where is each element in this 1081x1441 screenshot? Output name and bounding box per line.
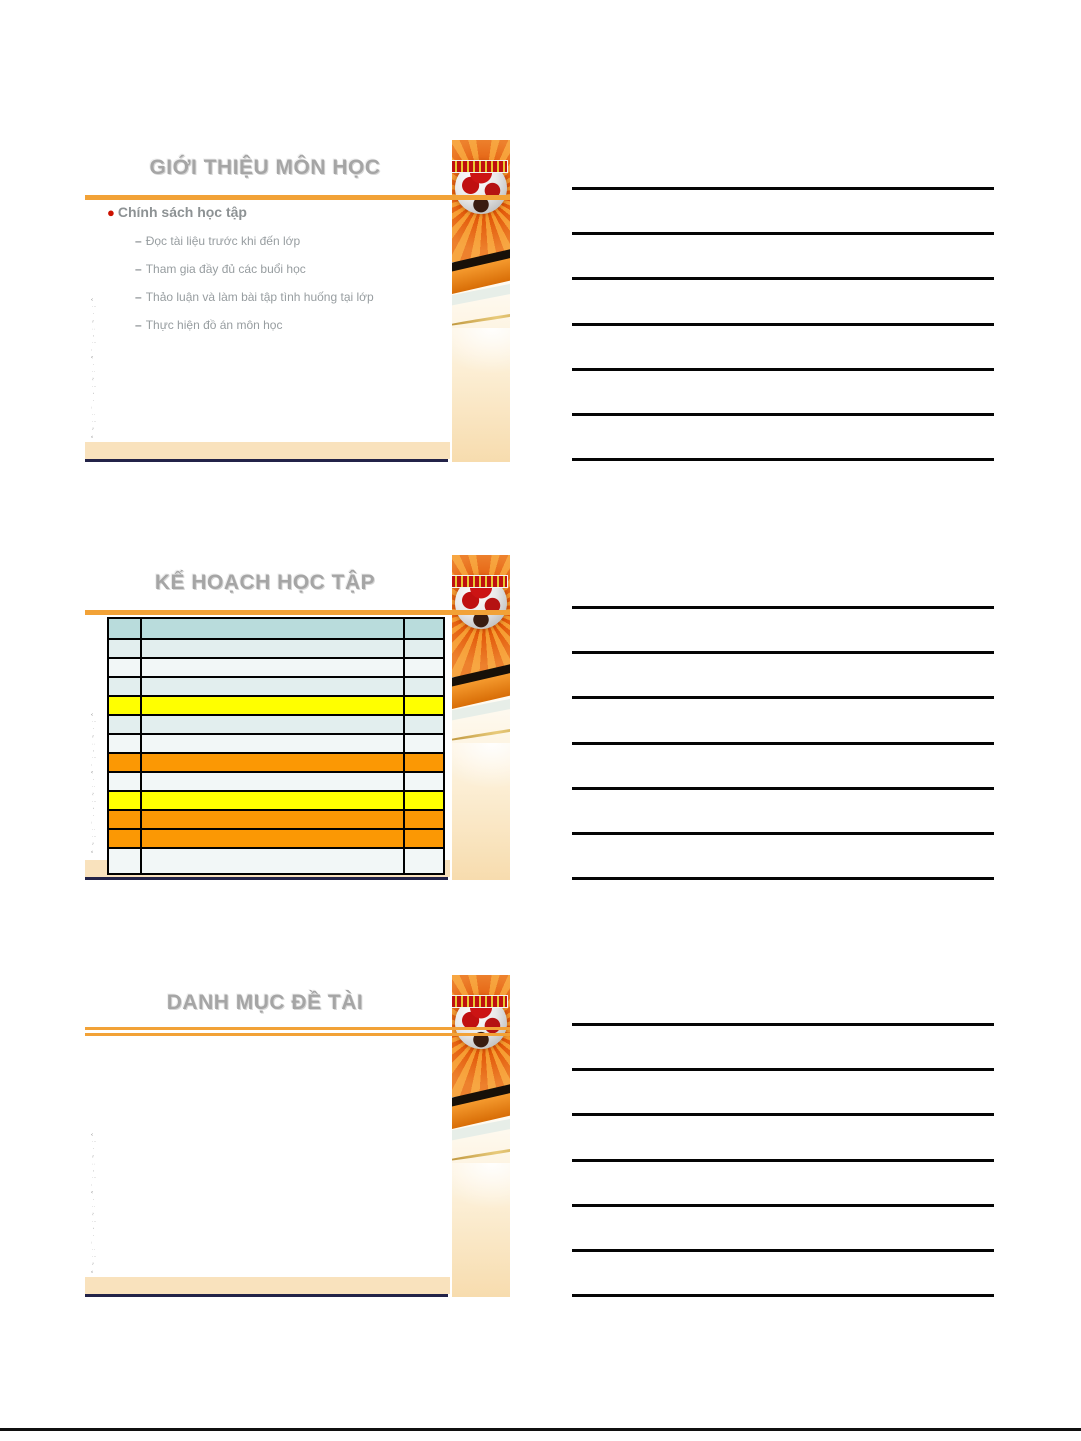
notes-line xyxy=(572,1294,994,1297)
table-cell xyxy=(141,791,404,810)
table-cell xyxy=(404,772,444,791)
table-cell xyxy=(404,829,444,848)
dash-icon: – xyxy=(135,234,142,248)
bullet-text: Đọc tài liệu trước khi đến lớp xyxy=(145,234,301,248)
table-cell xyxy=(404,618,444,639)
slide-bottom-rule xyxy=(85,1294,448,1297)
notes-line xyxy=(572,832,994,835)
table-cell xyxy=(404,639,444,658)
title-rule xyxy=(85,195,510,200)
bullet-item xyxy=(135,234,442,248)
slide-bottom-rule xyxy=(85,877,448,880)
slide-title: GIỚI THIỆU MÔN HỌC xyxy=(149,156,381,179)
notes-line xyxy=(572,232,994,235)
bullet-list xyxy=(107,198,442,332)
slide-danh-muc-de-tai xyxy=(85,975,510,1297)
bullet-item xyxy=(107,204,442,220)
decorative-strip xyxy=(452,975,510,1297)
table-cell xyxy=(141,734,404,753)
table-row xyxy=(108,658,444,677)
table-cell xyxy=(141,715,404,734)
slide-ke-hoach-hoc-tap xyxy=(85,555,510,880)
table-cell xyxy=(141,696,404,715)
notes-line xyxy=(572,651,994,654)
notes-line xyxy=(572,1113,994,1116)
vertical-caption: ^ ~ ; : ¨ · - ; ~ : · ^ ¨ ; - : ~ · ; ^ xyxy=(91,1131,97,1273)
table-cell xyxy=(141,639,404,658)
notes-line xyxy=(572,1023,994,1026)
table-cell xyxy=(141,810,404,829)
table-row xyxy=(108,791,444,810)
table-cell xyxy=(141,848,404,874)
notes-line xyxy=(572,877,994,880)
notes-line xyxy=(572,1204,994,1207)
notes-line xyxy=(572,187,994,190)
decorative-strip xyxy=(452,140,510,462)
globe-banner-icon xyxy=(452,995,508,1008)
notes-line xyxy=(572,1068,994,1071)
bullet-text: Thảo luận và làm bài tập tình huống tại lớp xyxy=(145,290,374,304)
title-rule xyxy=(85,610,510,615)
slide-title: KẾ HOẠCH HỌC TẬP xyxy=(154,571,376,594)
bullet-dot-icon: ● xyxy=(107,205,115,220)
table-row xyxy=(108,715,444,734)
globe-banner-icon xyxy=(452,575,508,588)
page-bottom-rule xyxy=(0,1428,1081,1431)
globe-banner-icon xyxy=(452,160,508,173)
study-plan-table xyxy=(107,617,445,875)
slide-gioi-thieu-mon-hoc xyxy=(85,140,510,462)
notes-line xyxy=(572,696,994,699)
gold-line xyxy=(452,722,510,742)
cream-band xyxy=(85,442,450,459)
notes-line xyxy=(572,606,994,609)
notes-line xyxy=(572,413,994,416)
table-cell xyxy=(108,753,141,772)
table-cell xyxy=(108,696,141,715)
table-cell xyxy=(108,618,141,639)
table-cell xyxy=(141,677,404,696)
slide-bottom-rule xyxy=(85,459,448,462)
table-cell xyxy=(141,658,404,677)
table-row xyxy=(108,618,444,639)
vertical-caption: ^ ~ ; : ¨ · - ; ~ : · ^ ¨ ; - : ~ · ; ^ xyxy=(91,296,97,438)
table-cell xyxy=(404,677,444,696)
notes-line xyxy=(572,458,994,461)
dash-icon: – xyxy=(135,318,142,332)
dash-icon: – xyxy=(135,262,142,276)
table-cell xyxy=(141,618,404,639)
slide-title: DANH MỤC ĐỀ TÀI xyxy=(166,991,364,1014)
decorative-strip xyxy=(452,555,510,880)
notes-line xyxy=(572,742,994,745)
table-row xyxy=(108,696,444,715)
table-cell xyxy=(108,810,141,829)
cream-band xyxy=(85,1277,450,1294)
table-cell xyxy=(141,753,404,772)
light-streak xyxy=(452,1163,510,1209)
table-row xyxy=(108,734,444,753)
bullet-text: Tham gia đầy đủ các buổi học xyxy=(145,262,306,276)
bullet-text: Chính sách học tập xyxy=(117,204,247,220)
table-cell xyxy=(404,696,444,715)
slide-body xyxy=(85,140,450,462)
table-cell xyxy=(108,829,141,848)
notes-line xyxy=(572,277,994,280)
table-row xyxy=(108,677,444,696)
table-cell xyxy=(108,772,141,791)
title-rule xyxy=(85,1027,510,1036)
dash-icon: – xyxy=(135,290,142,304)
notes-line xyxy=(572,1159,994,1162)
table-cell xyxy=(404,658,444,677)
bullet-text: Thực hiện đồ án môn học xyxy=(145,318,283,332)
table-row xyxy=(108,753,444,772)
bullet-item xyxy=(135,262,442,276)
table-cell xyxy=(404,791,444,810)
table-cell xyxy=(141,772,404,791)
vertical-caption: ^ ~ ; : ¨ · - ; ~ : · ^ ¨ ; - : ~ · ; ^ xyxy=(91,711,97,853)
slide-body xyxy=(85,975,450,1297)
table-cell xyxy=(404,848,444,874)
table-cell xyxy=(404,753,444,772)
table-cell xyxy=(108,791,141,810)
table-cell xyxy=(108,734,141,753)
notes-line xyxy=(572,787,994,790)
table-cell xyxy=(141,829,404,848)
table-cell xyxy=(108,677,141,696)
notes-line xyxy=(572,368,994,371)
table-cell xyxy=(108,639,141,658)
table-row xyxy=(108,639,444,658)
table-cell xyxy=(404,810,444,829)
table-row xyxy=(108,829,444,848)
table-cell xyxy=(108,658,141,677)
table-cell xyxy=(108,715,141,734)
table-row xyxy=(108,848,444,874)
table-cell xyxy=(404,734,444,753)
notes-line xyxy=(572,323,994,326)
gold-line xyxy=(452,1142,510,1162)
notes-line xyxy=(572,1249,994,1252)
table-row xyxy=(108,772,444,791)
gold-line xyxy=(452,307,510,327)
table-row xyxy=(108,810,444,829)
bullet-item xyxy=(135,290,442,304)
light-streak xyxy=(452,328,510,374)
light-streak xyxy=(452,743,510,789)
bullet-item xyxy=(135,318,442,332)
table-cell xyxy=(404,715,444,734)
table-cell xyxy=(108,848,141,874)
